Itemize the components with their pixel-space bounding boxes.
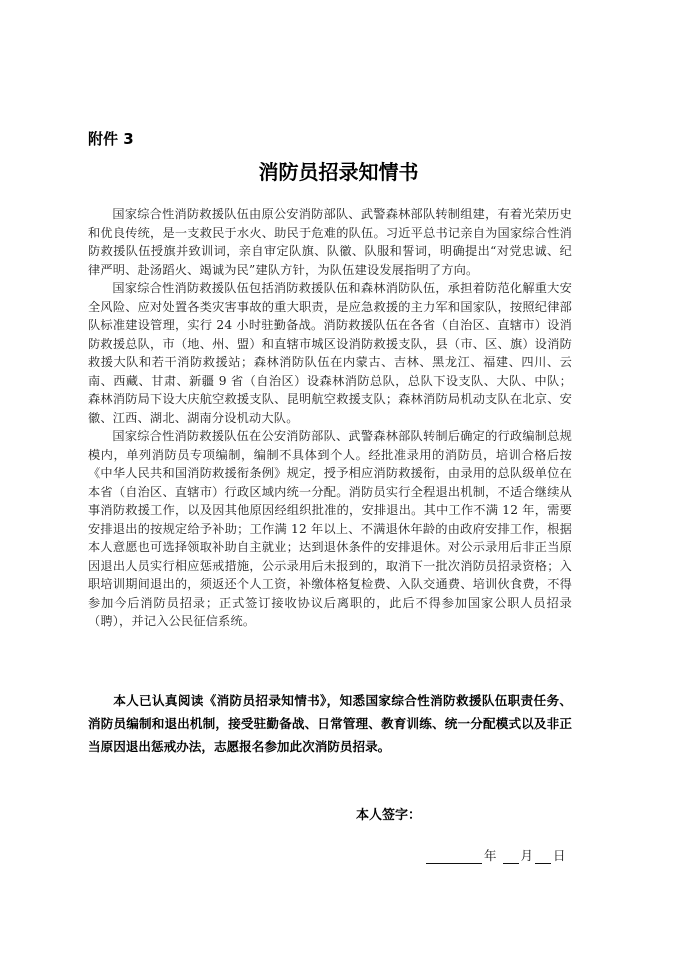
document-body bbox=[88, 205, 572, 631]
month-blank bbox=[503, 849, 519, 864]
paragraph-staffing-exit: 国家综合性消防救援队伍在公安消防部队、武警森林部队转制后确定的行政编制总规模内，单列消防员专项编制，编制不具体到个人。经批准录用的消防员，培训合格后按《中华人民共和国消防救援衔条例》规定，授予相应消防救援衔，由录用的总队级单位在本省（自治区、直辖市）行政区域内统一分配。消防员实行全程退出机制，不适合继续从事消防救援工作，以及因其他原因经组织批准的，安排退出。其中工作不满 12 年，需要安排退出的按规定给予补助；工作满 12 年以上、不满退休年龄的由政府安排工作，根据本人意愿也可选择领取补助自主就业；达到退休条件的安排退休。对公示录用后非正当原因退出人员实行相应惩戒措施，公示录用后未报到的，取消下一批次消防员招录资格；入职培训期间退出的，须返还个人工资，补缴体格复检费、入队交通费、培训伙食费，不得参加今后消防员招录；正式签订接收协议后离职的，此后不得参加国家公职人员招录（聘），并记入公民征信系统。 bbox=[88, 429, 572, 628]
month-label: 月 bbox=[520, 848, 534, 863]
year-label: 年 bbox=[484, 848, 497, 863]
day-label: 日 bbox=[553, 848, 566, 863]
date-row bbox=[424, 846, 566, 864]
day-blank bbox=[535, 849, 551, 864]
document-title: 消防员招录知情书 bbox=[258, 160, 419, 184]
paragraph-organization: 国家综合性消防救援队伍包括消防救援队伍和森林消防队伍，承担着防范化解重大安全风险、应对处置各类灾害事故的重大职责，是应急救援的主力军和国家队，按照纪律部队标准建设管理，实行 24 小时驻勤备战。消防救援队伍在各省（自治区、直辖市）设消防救援总队，市（地、州、盟）和直辖市城区设消防救援支队，县（市、区、旗）设消防救援大队和若干消防救援站；森林消防队伍在内蒙古、吉林、黑龙江、福建、四川、云南、西藏、甘肃、新疆 9 省（自治区）设森林消防总队，总队下设支队、大队、中队；森林消防局下设大庆航空救援支队、昆明航空救援支队；森林消防局机动支队在北京、安徽、江西、湖北、湖南分设机动大队。 bbox=[88, 281, 572, 425]
year-blank bbox=[426, 849, 482, 864]
attachment-label: 附件 3 bbox=[88, 130, 134, 148]
applicant-pledge: 本人已认真阅读《消防员招录知情书》，知悉国家综合性消防救援队伍职责任务、消防员编制和退出机制，接受驻勤备战、日常管理、教育训练、统一分配模式以及非正当原因退出惩戒办法，志愿报名参加此次消防员招录。 bbox=[88, 693, 572, 754]
signature-label: 本人签字： bbox=[356, 808, 422, 823]
signature-row bbox=[356, 804, 421, 823]
paragraph-history: 国家综合性消防救援队伍由原公安消防部队、武警森林部队转制组建，有着光荣历史和优良传统，是一支救民于水火、助民于危难的队伍。习近平总书记亲自为国家综合性消防救援队伍授旗并致训词，亲自审定队旗、队徽、队服和誓词，明确提出“对党忠诚、纪律严明、赴汤蹈火、竭诚为民”建队方针，为队伍建设发展指明了方向。 bbox=[88, 207, 572, 277]
